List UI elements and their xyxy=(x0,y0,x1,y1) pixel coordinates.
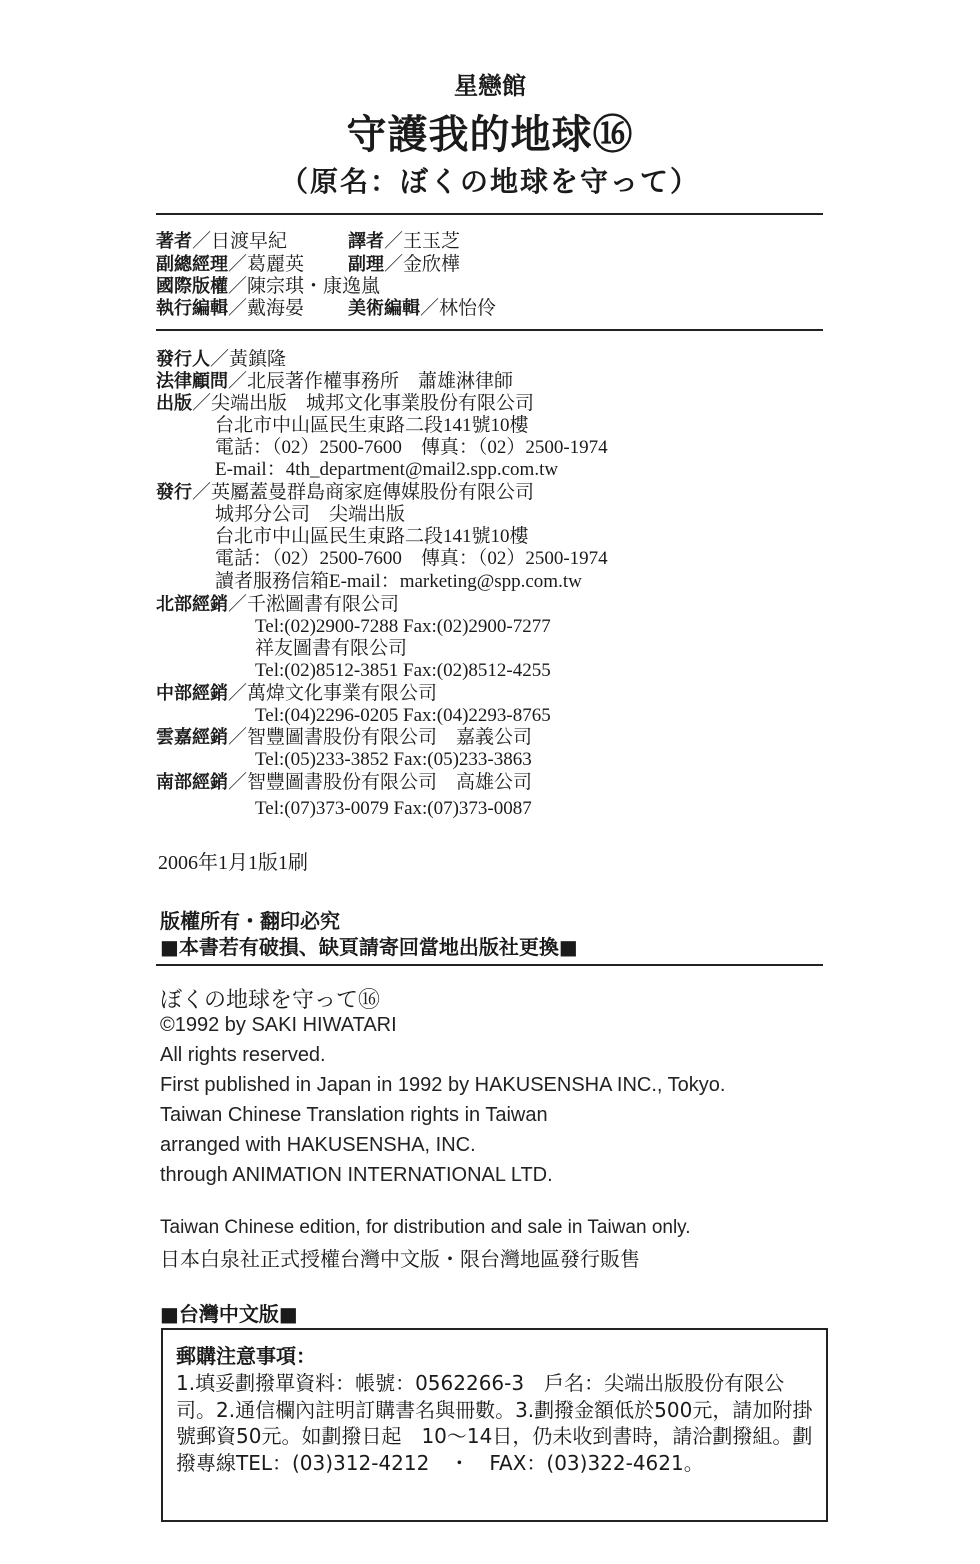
rights-line: All rights reserved. xyxy=(160,1044,326,1066)
distribute-phone: 電話：（02）2500-7600 傳真：（02）2500-1974 xyxy=(215,548,608,569)
north-dist-company-2: 祥友圖書有限公司 xyxy=(255,638,408,659)
publish-email: E-mail：4th_department@mail2.spp.com.tw xyxy=(215,459,559,480)
north-dist-contact-1: Tel:(02)2900-7288 Fax:(02)2900-7277 xyxy=(255,616,551,637)
divider-rights xyxy=(156,964,823,966)
edition-note-en: Taiwan Chinese edition, for distribution and sale in Taiwan only. xyxy=(160,1217,691,1238)
distribute-email: 讀者服務信箱E-mail：marketing@spp.com.tw xyxy=(215,571,582,592)
book-title: 守護我的地球⑯ xyxy=(346,112,634,158)
issuer-line: 發行人／黃鎮隆 xyxy=(156,349,287,370)
central-dist-line-1: 中部經銷／萬煒文化事業有限公司 xyxy=(156,683,438,704)
taiwan-edition-badge: ■台灣中文版■ xyxy=(160,1302,298,1326)
arranged-line: arranged with HAKUSENSHA, INC. xyxy=(160,1134,476,1156)
yunjia-dist-contact: Tel:(05)233-3852 Fax:(05)233-3863 xyxy=(255,749,532,770)
jp-title: ぼくの地球を守って⑯ xyxy=(160,988,381,1013)
staff-deputy-gm: 副總經理／葛麗英 xyxy=(156,254,305,275)
south-dist-line-1: 南部經銷／智豐圖書股份有限公司 高雄公司 xyxy=(156,772,533,793)
original-title: （原名：ぼくの地球を守って） xyxy=(279,165,700,198)
publish-phone: 電話：（02）2500-7600 傳真：（02）2500-1974 xyxy=(215,437,608,458)
edition-line: 2006年1月1版1刷 xyxy=(158,852,308,874)
staff-deputy-manager: 副理／金欣樺 xyxy=(348,254,461,275)
first-published-line: First published in Japan in 1992 by HAKUSENSHA INC., Tokyo. xyxy=(160,1074,726,1096)
staff-exec-editor: 執行編輯／戴海晏 xyxy=(156,298,305,319)
through-line: through ANIMATION INTERNATIONAL LTD. xyxy=(160,1164,553,1186)
distribute-address: 台北市中山區民生東路二段141號10樓 xyxy=(215,526,529,547)
central-dist-contact: Tel:(04)2296-0205 Fax:(04)2293-8765 xyxy=(255,705,551,726)
north-dist-contact-2: Tel:(02)8512-3851 Fax:(02)8512-4255 xyxy=(255,660,551,681)
series-name: 星戀館 xyxy=(454,72,526,100)
distribute-branch: 城邦分公司 尖端出版 xyxy=(215,504,406,525)
notice-body: 1.填妥劃撥單資料：帳號：0562266-3 戶名：尖端出版股份有限公司。2.通信欄內註明訂購書名與冊數。3.劃撥金額低於500元，請加附掛號郵資50元。如劃撥日起 10～14日，仍未收到書時，請洽劃撥組。劃撥專線TEL：(03)312-4212 ・ FAX：(03)322-4621。 xyxy=(176,1371,813,1475)
notice-title: 郵購注意事項： xyxy=(176,1344,316,1368)
south-dist-contact: Tel:(07)373-0079 Fax:(07)373-0087 xyxy=(255,798,532,819)
divider-top xyxy=(156,213,823,215)
staff-art-editor: 美術編輯／林怡伶 xyxy=(348,298,497,319)
staff-translator: 譯者／王玉芝 xyxy=(348,231,461,252)
north-dist-line-1: 北部經銷／千淞圖書有限公司 xyxy=(156,594,400,615)
mail-order-notice-box xyxy=(161,1328,828,1522)
edition-note-zh: 日本白泉社正式授權台灣中文版・限台灣地區發行販售 xyxy=(160,1247,640,1271)
publish-address: 台北市中山區民生東路二段141號10樓 xyxy=(215,415,529,436)
publish-line-1: 出版／尖端出版 城邦文化事業股份有限公司 xyxy=(156,393,535,414)
staff-author: 著者／日渡早紀 xyxy=(156,231,288,252)
staff-intl-rights: 國際版權／陳宗琪・康逸嵐 xyxy=(156,276,381,297)
damage-notice: ■本書若有破損、缺頁請寄回當地出版社更換■ xyxy=(160,935,578,959)
copyright-line: ©1992 by SAKI HIWATARI xyxy=(160,1014,397,1036)
rights-reserved: 版權所有・翻印必究 xyxy=(160,909,340,933)
translation-rights-line: Taiwan Chinese Translation rights in Taiwan xyxy=(160,1104,548,1126)
divider-staff xyxy=(156,329,823,331)
yunjia-dist-line-1: 雲嘉經銷／智豐圖書股份有限公司 嘉義公司 xyxy=(156,727,533,748)
legal-line: 法律顧問／北辰著作權事務所 蕭雄淋律師 xyxy=(156,371,514,392)
distribute-line-1: 發行／英屬蓋曼群島商家庭傳媒股份有限公司 xyxy=(156,482,535,503)
